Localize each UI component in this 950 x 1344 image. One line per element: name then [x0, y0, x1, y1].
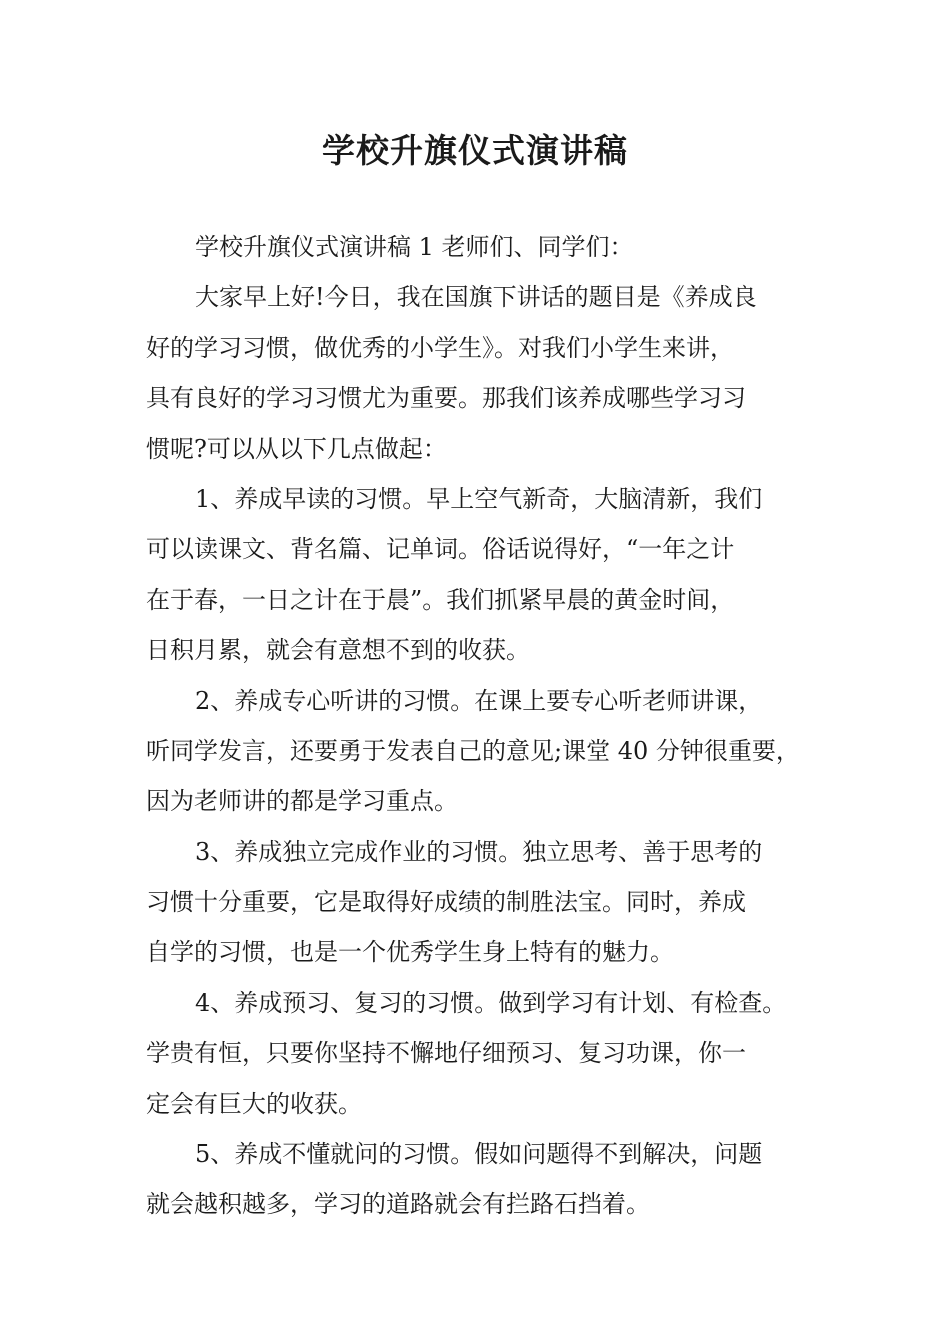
- text-line: 日积月累，就会有意想不到的收获。: [146, 636, 530, 665]
- text-line: 大家早上好!今日，我在国旗下讲话的题目是《养成良: [195, 283, 757, 312]
- text-line: 好的学习习惯，做优秀的小学生》。对我们小学生来讲，: [146, 333, 734, 362]
- text-line: 就会越积越多，学习的道路就会有拦路石挡着。: [146, 1190, 650, 1219]
- text-line: 1、养成早读的习惯。早上空气新奇，大脑清新，我们: [195, 484, 763, 513]
- text-line: 学贵有恒，只要你坚持不懈地仔细预习、复习功课，你一: [146, 1039, 746, 1068]
- text-line: 自学的习惯，也是一个优秀学生身上特有的魅力。: [146, 938, 674, 967]
- text-line: 定会有巨大的收获。: [146, 1089, 362, 1118]
- text-line: 2、养成专心听讲的习惯。在课上要专心听老师讲课，: [195, 686, 763, 715]
- text-line: 3、养成独立完成作业的习惯。独立思考、善于思考的: [195, 837, 763, 866]
- speech-body: [146, 222, 826, 1230]
- text-line: 惯呢?可以从以下几点做起：: [146, 434, 447, 463]
- text-line: 学校升旗仪式演讲稿 1 老师们、同学们：: [195, 233, 634, 261]
- text-line: 听同学发言，还要勇于发表自己的意见;课堂 40 分钟很重要，: [146, 736, 800, 765]
- text-line: 具有良好的学习习惯尤为重要。那我们该养成哪些学习习: [146, 384, 746, 413]
- text-line: 因为老师讲的都是学习重点。: [146, 787, 458, 816]
- text-line: 习惯十分重要，它是取得好成绩的制胜法宝。同时，养成: [146, 888, 746, 917]
- text-line: 在于春，一日之计在于晨”。我们抓紧早晨的黄金时间，: [146, 585, 735, 614]
- text-line: 可以读课文、背名篇、记单词。俗话说得好，“一年之计: [146, 535, 735, 564]
- text-line: 5、养成不懂就问的习惯。假如问题得不到解决，问题: [195, 1140, 763, 1169]
- text-line: 4、养成预习、复习的习惯。做到学习有计划、有检查。: [195, 988, 787, 1017]
- page-title: 学校升旗仪式演讲稿: [322, 131, 628, 170]
